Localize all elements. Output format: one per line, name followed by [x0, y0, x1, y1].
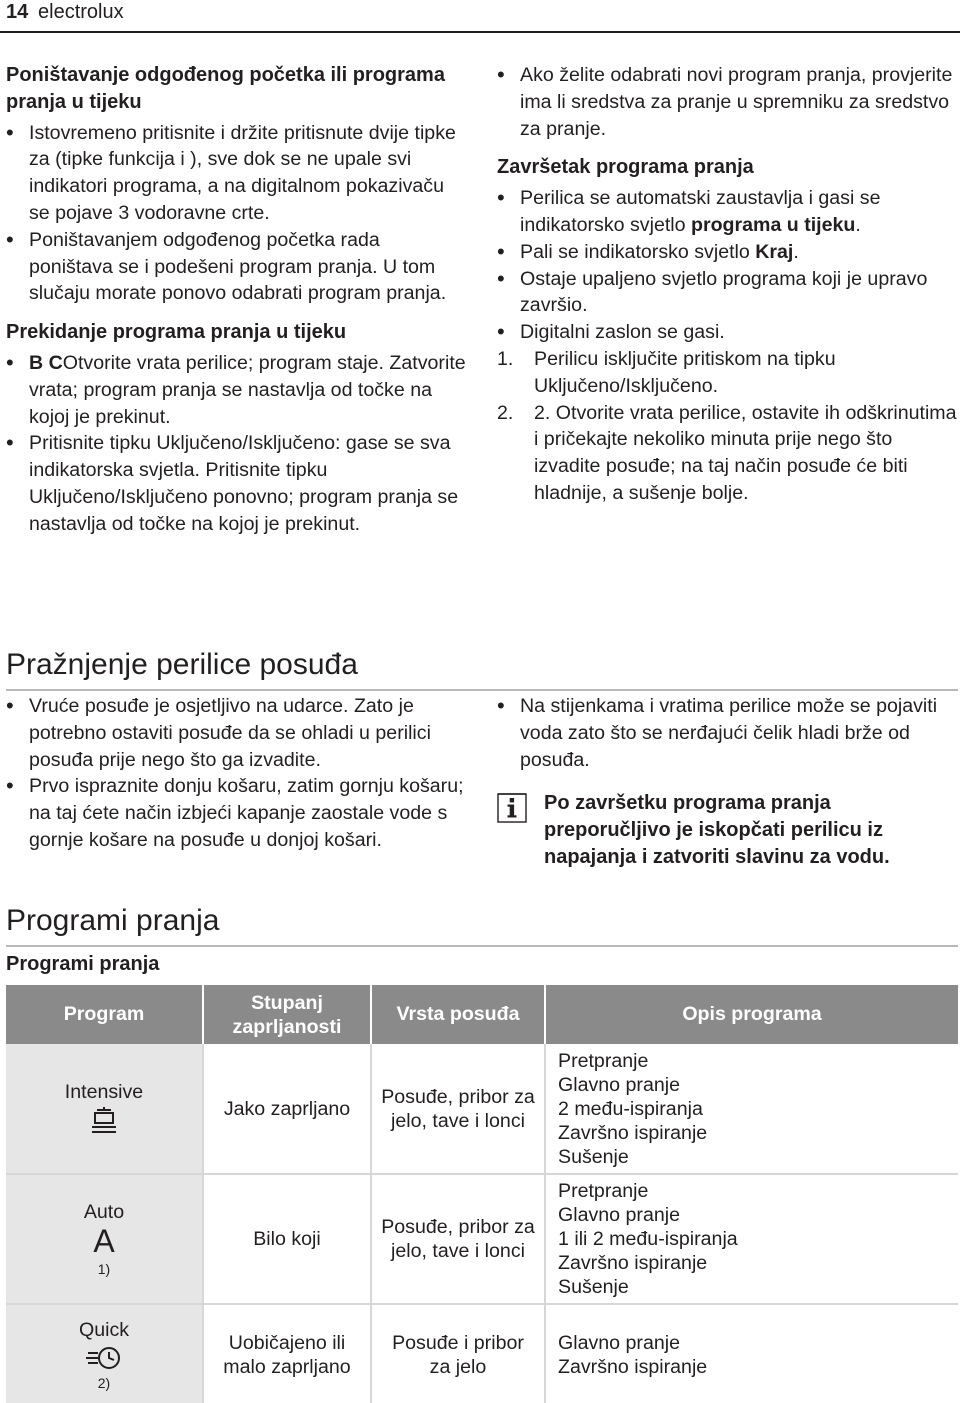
description-step: Završno ispiranje: [558, 1355, 708, 1378]
description-step: Završno ispiranje: [558, 1252, 708, 1274]
program-cell: [6, 1304, 203, 1403]
right-column-top: [497, 62, 959, 507]
list-item: • Ostaje upaljeno svjetlo programa koji je upravo završio.: [497, 266, 959, 320]
header-rule: [0, 31, 960, 33]
end-list: [497, 185, 959, 346]
table-title: Programi pranja: [6, 953, 160, 975]
program-name: Quick: [78, 1318, 130, 1341]
bc-label: B C: [29, 351, 63, 374]
intensive-pot-icon: [91, 1106, 117, 1136]
section-rule: [6, 689, 958, 691]
brand-name: electrolux: [38, 1, 124, 23]
footnote-marker: 2): [97, 1374, 111, 1391]
emptying-left: [6, 693, 468, 854]
description-step: 1 ili 2 među-ispiranja: [558, 1228, 738, 1250]
list-item: • Perilica se automatski zaustavlja i gasi se indikatorsko svjetlo programa u tijeku.: [497, 185, 959, 239]
column-header: Opis programa: [545, 985, 958, 1044]
heading-program-end: Završetak programa pranja: [497, 156, 754, 179]
table-row: [6, 1304, 958, 1403]
bold-term: programa u tijeku: [690, 213, 856, 236]
dishes-cell: Posuđe i pribor za jelo: [371, 1304, 545, 1403]
list-item: • Poništavanjem odgođenog početka rada poništava se i podešeni program pranja. U tom slučaju morate ponovo odabrati program pranja.: [6, 227, 468, 307]
list-item: • Ako želite odabrati novi program pranja, provjerite ima li sredstva za pranje u spremniku za sredstvo za pranje.: [497, 62, 959, 142]
description-step: Završno ispiranje: [558, 1121, 708, 1144]
list-item: • Pritisnite tipku Uključeno/Isključeno: gase se sva indikatorska svjetla. Pritisnite tipku Uključeno/Isključeno ponovno; program pranja se nastavlja od točke na kojoj je prekinut.: [6, 430, 468, 537]
description-step: Pretpranje: [558, 1049, 649, 1072]
program-name: Auto: [83, 1201, 125, 1223]
auto-a-icon: A: [93, 1223, 115, 1259]
column-header: Stupanj zaprljanosti: [203, 985, 371, 1044]
info-icon: [497, 793, 527, 823]
description-step: 2 među-ispiranja: [558, 1097, 703, 1120]
list-item: • Digitalni zaslon se gasi.: [497, 319, 959, 346]
list-item: • Prvo ispraznite donju košaru, zatim gornju košaru; na taj ćete način izbjeći kapanje zaostale vode s gornje košare na posuđe u donjoj košari.: [6, 773, 468, 853]
emptying-list: [6, 693, 468, 854]
description-step: Glavno pranje: [558, 1331, 680, 1354]
cancel-list: [6, 120, 468, 308]
step-item: 2. 2. Otvorite vrata perilice, ostavite ih odškrinutima i pričekajte nekoliko minuta prije nego što izvadite posuđe; na taj način posuđe će biti hladnije, a sušenje bolje.: [497, 401, 957, 504]
section-heading-emptying: Pražnjenje perilice posuđa: [6, 647, 958, 683]
program-name: Intensive: [64, 1080, 144, 1103]
description-step: Sušenje: [558, 1145, 629, 1168]
interrupt-list: [6, 350, 468, 538]
description-step: Glavno pranje: [558, 1204, 680, 1226]
heading-cancel-delay: Poništavanje odgođenog početka ili programa pranja u tijeku: [6, 64, 445, 113]
list-item: • Pali se indikatorsko svjetlo Kraj.: [497, 239, 959, 266]
section-rule: [6, 945, 958, 947]
column-header: Program: [6, 985, 203, 1044]
description-cell: [545, 1304, 958, 1403]
list-item: • Na stijenkama i vratima perilice može se pojaviti voda zato što se nerđajući čelik hladi brže od posuđa.: [497, 693, 959, 773]
description-step: Pretpranje: [558, 1180, 649, 1202]
column-header: Vrsta posuđa: [371, 985, 545, 1044]
list-item: • Istovremeno pritisnite i držite pritisnute dvije tipke za (tipke funkcija i ), sve dok se ne upale svi indikatori programa, a na digitalnom pokazivaču se pojave 3 vodoravne crte.: [6, 120, 468, 227]
heading-interrupt: Prekidanje programa pranja u tijeku: [6, 321, 347, 344]
page-number: 14: [6, 1, 29, 23]
emptying-right-list: [497, 693, 959, 773]
description-cell: [545, 1044, 958, 1174]
steps-list: [497, 346, 959, 507]
section-heading-programs: Programi pranja: [6, 903, 958, 939]
info-text: Po završetku programa pranja preporučljivo je iskopčati perilicu iz napajanja i zatvoriti slavinu za vodu.: [544, 792, 890, 868]
quick-clock-icon: [86, 1344, 122, 1372]
soil-cell: Uobičajeno ili malo zaprljano: [203, 1304, 371, 1403]
dishes-cell: Posuđe, pribor za jelo, tave i lonci: [371, 1174, 545, 1304]
programs-table: [6, 985, 958, 1403]
table-row: [6, 1044, 958, 1174]
list-item-text: Otvorite vrata perilice; program staje. Zatvorite vrata; program pranja se nastavlja od točke na kojoj je prekinut.: [29, 351, 466, 428]
program-cell: [6, 1174, 203, 1304]
emptying-right: [497, 693, 959, 773]
program-cell: [6, 1044, 203, 1174]
description-cell: [545, 1174, 958, 1304]
footnote-marker: 1): [97, 1261, 111, 1277]
soil-cell: Jako zaprljano: [203, 1044, 371, 1174]
left-column-top: [6, 62, 468, 538]
page-header: [0, 0, 960, 30]
table-header-row: [6, 985, 958, 1044]
list-item: • Vruće posuđe je osjetljivo na udarce. Zato je potrebno ostaviti posuđe da se ohladi u perilici posuđa prije nego što ga izvadite.: [6, 693, 468, 773]
step-item: 1. Perilicu isključite pritiskom na tipku Uključeno/Isključeno.: [497, 347, 836, 397]
soil-cell: Bilo koji: [203, 1174, 371, 1304]
table-row: [6, 1174, 958, 1304]
new-program-list: [497, 62, 959, 142]
description-step: Glavno pranje: [558, 1073, 680, 1096]
list-item: [6, 350, 468, 430]
bold-term: Kraj: [755, 240, 794, 263]
description-step: Sušenje: [558, 1276, 629, 1298]
dishes-cell: Posuđe, pribor za jelo, tave i lonci: [371, 1044, 545, 1174]
